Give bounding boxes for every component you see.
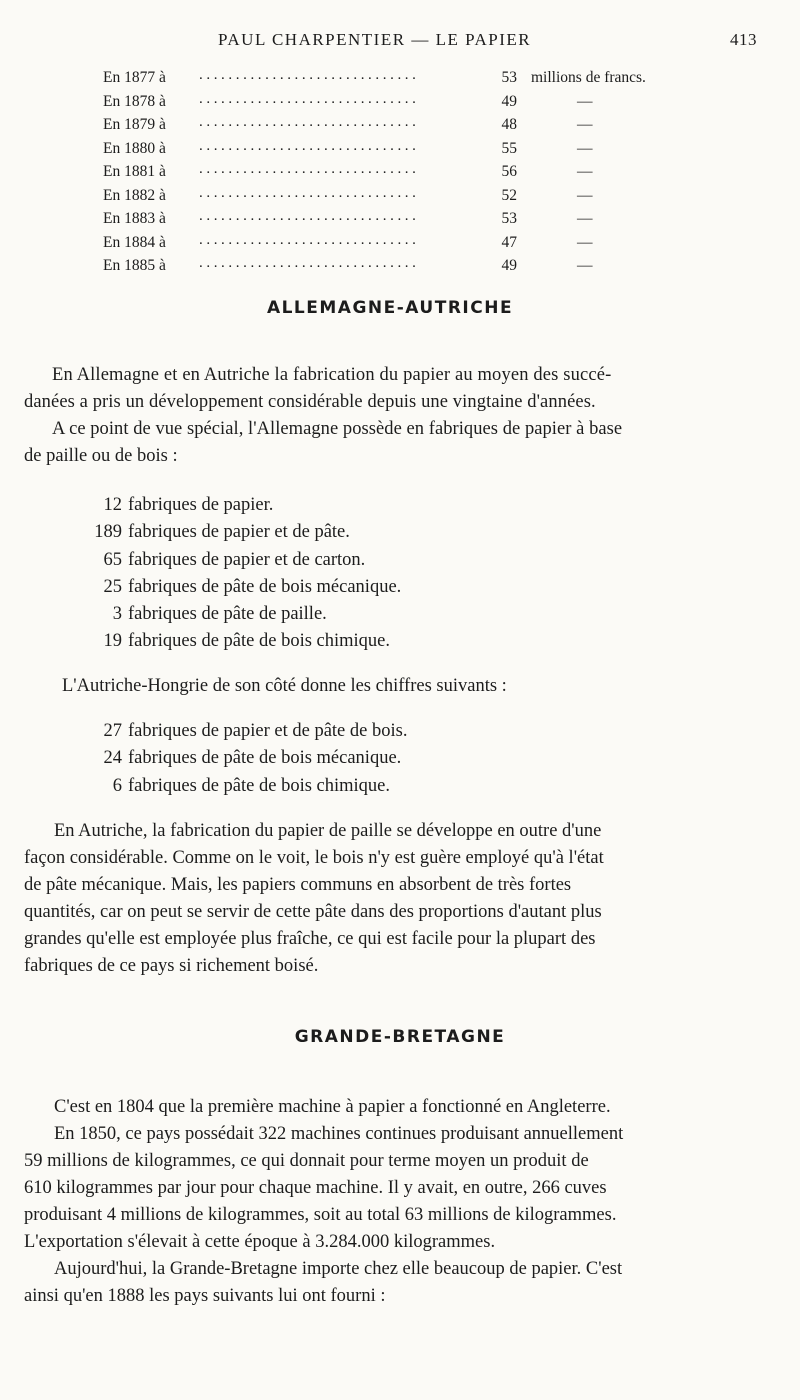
text-line: C'est en 1804 que la première machine à papier a fonctionné en Angleterre. — [54, 1097, 611, 1117]
text-line: En 1850, ce pays possédait 322 machines continues produisant annuellement — [54, 1124, 624, 1144]
list-item — [88, 547, 401, 574]
table-row — [103, 90, 683, 114]
factory-label: fabriques de pâte de bois mécanique. — [128, 748, 402, 769]
year-label: En 1885 à — [103, 257, 166, 274]
paragraph-autriche — [24, 818, 768, 980]
text-line: quantités, car on peut se servir de cette pâte dans des proportions d'autant plus — [24, 902, 602, 922]
value-cell: 55 — [501, 139, 517, 157]
value-cell: 47 — [501, 233, 517, 251]
table-row — [103, 184, 683, 208]
year-label: En 1881 à — [103, 163, 166, 180]
factory-label: fabriques de papier. — [128, 495, 274, 515]
ditto-dash: — — [577, 163, 593, 180]
value-cell: 53 — [501, 69, 517, 86]
factory-count: 12 — [103, 495, 122, 515]
factory-count: 189 — [94, 522, 122, 543]
factory-count: 65 — [103, 549, 122, 570]
ditto-dash: — — [577, 92, 593, 110]
germany-factory-list — [88, 492, 401, 656]
year-label: En 1882 à — [103, 186, 166, 204]
list-item — [88, 718, 407, 745]
paragraph-allemagne-intro — [24, 362, 768, 470]
table-row — [103, 207, 683, 231]
text-line: En Allemagne et en Autriche la fabrication du papier au moyen des succé- — [52, 365, 612, 385]
dot-leader: .............................. — [199, 231, 420, 248]
list-item — [88, 628, 401, 655]
value-cell: 53 — [501, 210, 517, 227]
dot-leader: .............................. — [199, 255, 420, 271]
dot-leader: .............................. — [199, 161, 420, 177]
text-line: ainsi qu'en 1888 les pays suivants lui ont fourni : — [24, 1286, 386, 1306]
list-item — [88, 773, 407, 800]
table-row — [103, 113, 683, 137]
dot-leader: .............................. — [199, 90, 420, 107]
austria-factory-list — [88, 718, 407, 800]
page-number: 413 — [730, 30, 757, 49]
table-row — [103, 66, 683, 90]
table-row — [103, 254, 683, 278]
text-line: A ce point de vue spécial, l'Allemagne possède en fabriques de papier à base — [52, 419, 623, 439]
table-row — [103, 137, 683, 161]
section-heading-allemagne-autriche: ALLEMAGNE-AUTRICHE — [266, 298, 514, 318]
ditto-dash: — — [577, 139, 593, 157]
text-line: fabriques de ce pays si richement boisé. — [24, 956, 319, 976]
table-row — [103, 160, 683, 184]
year-label: En 1880 à — [103, 139, 166, 157]
text-line: grandes qu'elle est employée plus fraîche, ce qui est facile pour la plupart des — [24, 929, 596, 949]
factory-count: 6 — [112, 775, 122, 796]
value-cell: 52 — [501, 186, 517, 204]
list-item — [88, 574, 401, 601]
text-line: 610 kilogrammes par jour pour chaque machine. Il y avait, en outre, 266 cuves — [24, 1178, 607, 1198]
year-label: En 1884 à — [103, 233, 166, 251]
factory-count: 25 — [103, 576, 122, 597]
list-item — [88, 745, 407, 772]
production-table — [103, 66, 683, 278]
running-head — [0, 30, 800, 52]
year-label: En 1877 à — [103, 69, 166, 86]
running-title: PAUL CHARPENTIER — LE PAPIER — [218, 30, 532, 49]
value-cell: 48 — [501, 116, 517, 133]
value-cell: 49 — [501, 92, 517, 110]
ditto-dash: — — [577, 116, 593, 133]
ditto-dash: — — [577, 257, 593, 274]
table-row — [103, 231, 683, 255]
list-item — [88, 519, 401, 546]
dot-leader: .............................. — [199, 184, 420, 201]
dot-leader: .............................. — [199, 114, 420, 130]
factory-count: 19 — [103, 631, 122, 652]
dot-leader: .............................. — [199, 208, 420, 224]
section-heading-grande-bretagne: GRANDE-BRETAGNE — [294, 1027, 506, 1047]
text-line: Aujourd'hui, la Grande-Bretagne importe chez elle beaucoup de papier. C'est — [54, 1259, 623, 1279]
year-label: En 1878 à — [103, 92, 166, 110]
ditto-dash: — — [577, 233, 593, 251]
factory-count: 3 — [112, 604, 122, 625]
factory-count: 24 — [103, 748, 122, 769]
value-cell: 56 — [501, 163, 517, 180]
text-line: de pâte mécanique. Mais, les papiers communs en absorbent de très fortes — [24, 875, 572, 895]
text-line: L'exportation s'élevait à cette époque à 3.284.000 kilogrammes. — [24, 1232, 496, 1252]
factory-label: fabriques de papier et de carton. — [128, 549, 366, 570]
ditto-dash: — — [577, 186, 593, 204]
factory-label: fabriques de pâte de bois chimique. — [128, 631, 390, 652]
factory-label: fabriques de papier et de pâte de bois. — [128, 721, 408, 741]
paragraph-grande-bretagne — [24, 1094, 768, 1310]
factory-label: fabriques de papier et de pâte. — [128, 522, 350, 543]
year-label: En 1883 à — [103, 210, 166, 227]
factory-label: fabriques de pâte de bois mécanique. — [128, 576, 402, 597]
austria-intro: L'Autriche-Hongrie de son côté donne les chiffres suivants : — [62, 676, 507, 696]
dot-leader: .............................. — [199, 67, 420, 83]
dot-leader: .............................. — [199, 137, 420, 154]
text-line: façon considérable. Comme on le voit, le bois n'y est guère employé qu'à l'état — [24, 848, 604, 868]
text-line: de paille ou de bois : — [24, 446, 178, 466]
text-line: 59 millions de kilogrammes, ce qui donnait pour terme moyen un produit de — [24, 1151, 589, 1171]
text-line: danées a pris un développement considérable depuis une vingtaine d'années. — [24, 392, 596, 412]
ditto-dash: — — [577, 210, 593, 227]
factory-label: fabriques de pâte de paille. — [128, 604, 327, 625]
list-item — [88, 492, 401, 519]
unit-label: millions de francs. — [531, 69, 646, 86]
factory-label: fabriques de pâte de bois chimique. — [128, 775, 390, 796]
year-label: En 1879 à — [103, 116, 166, 133]
text-line: En Autriche, la fabrication du papier de paille se développe en outre d'une — [54, 821, 602, 841]
value-cell: 49 — [501, 257, 517, 274]
text-line: produisant 4 millions de kilogrammes, soit au total 63 millions de kilogrammes. — [24, 1205, 617, 1225]
factory-count: 27 — [103, 721, 122, 741]
list-item — [88, 601, 401, 628]
